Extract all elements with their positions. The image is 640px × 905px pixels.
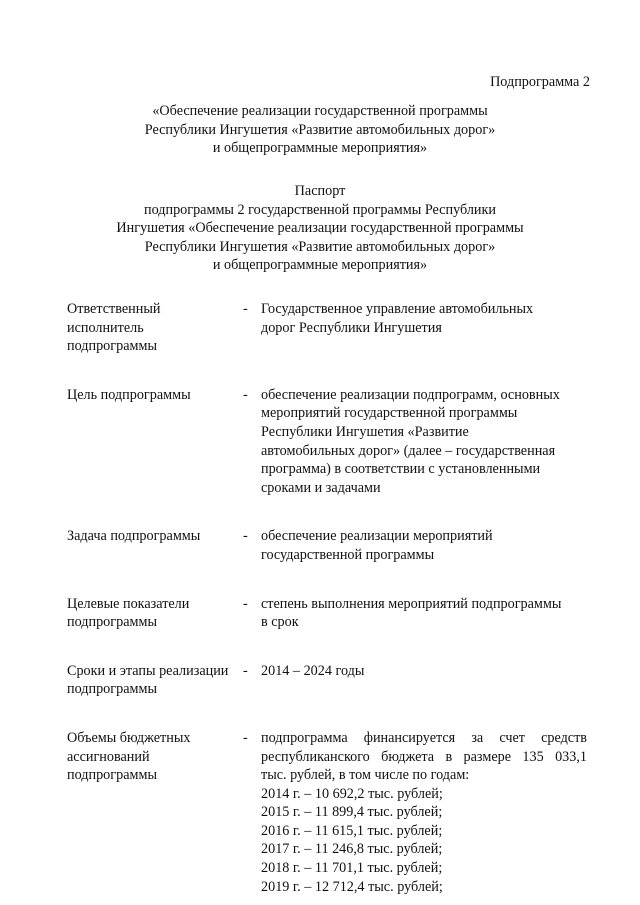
row-value: [261, 729, 587, 896]
value-line: степень выполнения мероприятий подпрограммы: [261, 595, 562, 612]
value-line: 2014 – 2024 годы: [261, 662, 365, 679]
document-title: [0, 102, 640, 158]
row-label: [67, 386, 243, 405]
value-line: 2018 г. – 11 701,1 тыс. рублей;: [261, 860, 443, 877]
row-value: [261, 300, 587, 337]
passport-row-terms: [67, 662, 587, 699]
passport-line: подпрограммы 2 государственной программы Республики: [143, 201, 497, 218]
label-line: Сроки и этапы реализации: [67, 662, 229, 679]
passport-heading: [0, 182, 640, 275]
row-dash: -: [243, 386, 248, 403]
title-line: «Обеспечение реализации государственной программы: [152, 103, 488, 119]
row-value: [261, 662, 587, 681]
passport-table: [67, 300, 587, 896]
value-line: сроками и задачами: [261, 479, 381, 496]
title-line: Республики Ингушетия «Развитие автомобильных дорог»: [144, 121, 496, 138]
label-line: подпрограммы: [67, 614, 157, 631]
row-label: [67, 662, 243, 699]
passport-line: Республики Ингушетия «Развитие автомобильных дорог»: [144, 238, 496, 255]
label-line: Ответственный: [67, 301, 161, 317]
value-line: программа) в соответствии с установленными: [261, 461, 541, 478]
row-label: [67, 300, 243, 356]
value-line: 2016 г. – 11 615,1 тыс. рублей;: [261, 822, 443, 839]
value-line: 2014 г. – 10 692,2 тыс. рублей;: [261, 785, 443, 802]
value-line: Республики Ингушетия «Развитие: [261, 423, 469, 440]
label-line: Целевые показатели: [67, 595, 190, 612]
row-value: [261, 595, 587, 632]
label-line: ассигнований: [67, 748, 150, 765]
row-dash: -: [243, 729, 248, 746]
value-line: в срок: [261, 614, 299, 631]
value-line: мероприятий государственной программы: [261, 405, 518, 422]
value-line: 2017 г. – 11 246,8 тыс. рублей;: [261, 841, 443, 858]
row-value: [261, 386, 587, 498]
value-line: автомобильных дорог» (далее – государственная: [261, 442, 556, 459]
row-dash: -: [243, 662, 248, 679]
value-line: государственной программы: [261, 546, 435, 563]
row-dash: -: [243, 301, 248, 317]
label-line: подпрограммы: [67, 338, 157, 355]
value-line: Государственное управление автомобильных: [261, 301, 534, 317]
row-label: [67, 595, 243, 632]
passport-line: и общепрограммные мероприятия»: [212, 257, 428, 274]
row-dash: -: [243, 528, 248, 545]
label-line: подпрограммы: [67, 767, 157, 784]
passport-row-responsible: [67, 300, 587, 356]
passport-line: Паспорт: [294, 183, 346, 199]
value-line: 2015 г. – 11 899,4 тыс. рублей;: [261, 804, 443, 821]
row-label: [67, 729, 243, 785]
passport-row-task: [67, 527, 587, 564]
value-line: подпрограмма финансируется за счет средств: [261, 729, 587, 746]
row-label: [67, 527, 243, 546]
value-line: дорог Республики Ингушетия: [261, 319, 442, 336]
title-line: и общепрограммные мероприятия»: [212, 140, 428, 157]
passport-row-indicators: [67, 595, 587, 632]
label-line: Объемы бюджетных: [67, 729, 191, 746]
passport-row-goal: [67, 386, 587, 498]
value-line: республиканского бюджета в размере 135 033,1: [261, 748, 587, 765]
passport-line: Ингушетия «Обеспечение реализации государственной программы: [116, 220, 524, 237]
label-line: Задача подпрограммы: [67, 528, 201, 545]
value-line: тыс. рублей, в том числе по годам:: [261, 767, 470, 784]
row-value: [261, 527, 587, 564]
passport-row-budget: [67, 729, 587, 896]
label-line: Цель подпрограммы: [67, 386, 191, 403]
subprogram-label: Подпрограмма 2: [490, 74, 590, 90]
value-line: обеспечение реализации подпрограмм, основных: [261, 386, 560, 403]
row-dash: -: [243, 595, 248, 612]
label-line: подпрограммы: [67, 681, 157, 698]
value-line: 2019 г. – 12 712,4 тыс. рублей;: [261, 878, 443, 895]
label-line: исполнитель: [67, 319, 144, 336]
value-line: обеспечение реализации мероприятий: [261, 528, 493, 545]
